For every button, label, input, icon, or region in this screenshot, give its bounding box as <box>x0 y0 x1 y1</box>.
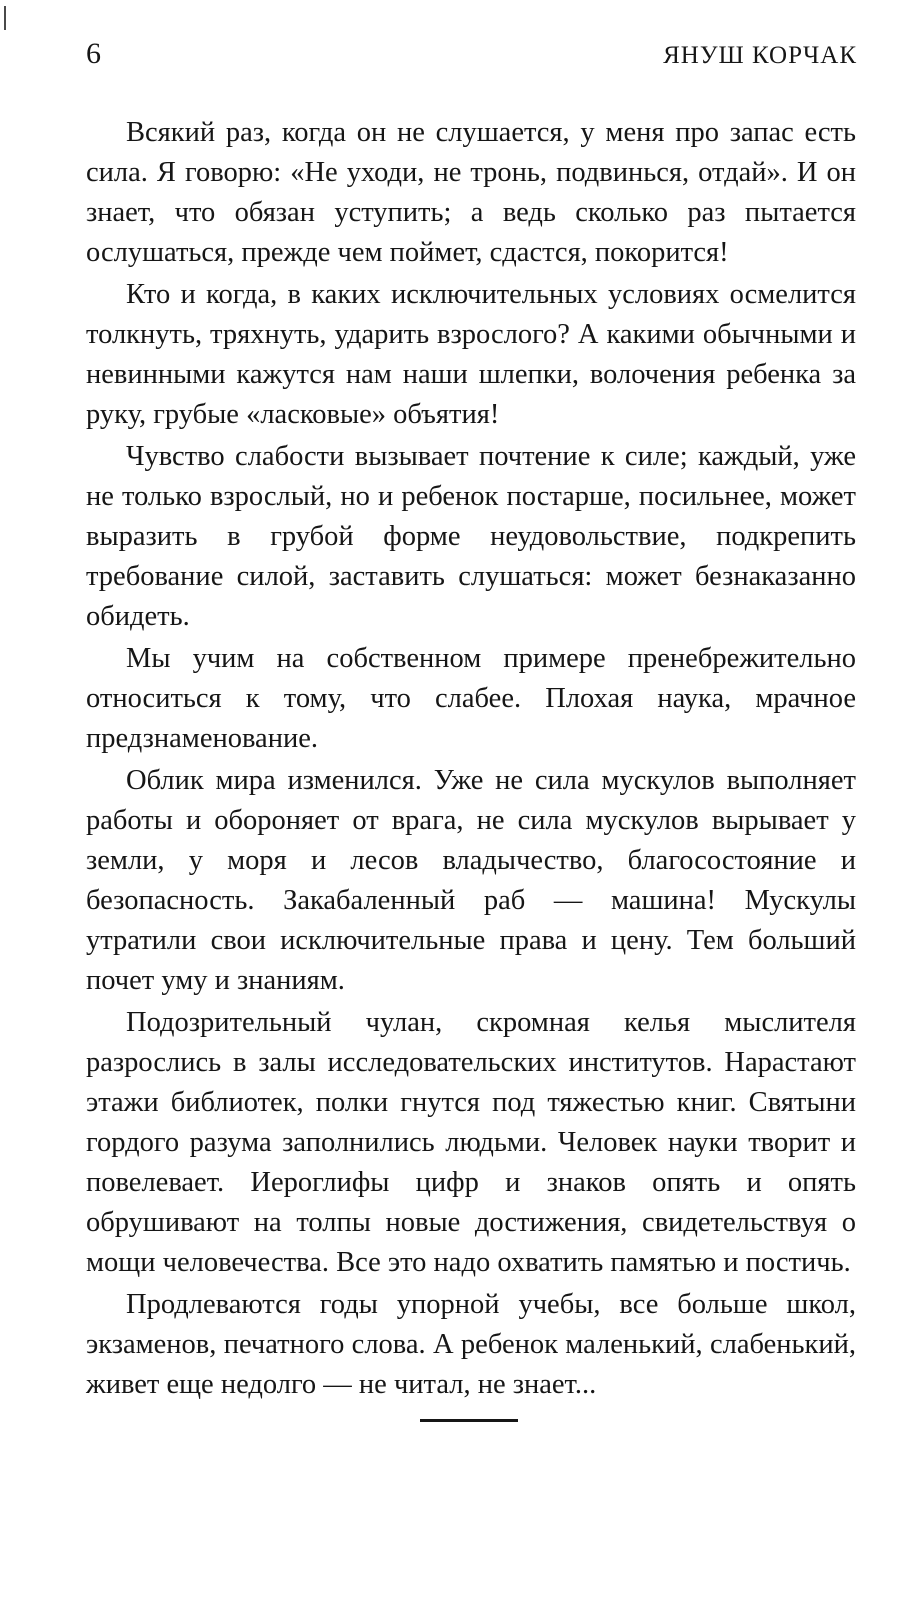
paragraph: Мы учим на собственном примере пренебрежительно относиться к тому, что слабее. Плохая наука, мрачное предзнаменование. <box>86 643 856 754</box>
running-head-author: ЯНУШ КОРЧАК <box>663 42 857 69</box>
page-number: 6 <box>86 37 101 70</box>
paragraph: Продлеваются годы упорной учебы, все больше школ, экзаменов, печатного слова. А ребенок маленький, слабенький, живет еще недолго — не читал, не знает... <box>86 1289 856 1400</box>
paragraph: Кто и когда, в каких исключительных условиях осмелится толкнуть, тряхнуть, ударить взрослого? А какими обычными и невинными кажутся нам наши шлепки, волочения ребенка за руку, грубые «ласковые» объятия! <box>86 279 856 430</box>
scan-edge-mark <box>4 6 6 30</box>
body-text <box>86 113 856 1405</box>
paragraph: Чувство слабости вызывает почтение к силе; каждый, уже не только взрослый, но и ребенок постарше, посильнее, может выразить в грубой форме неудовольствие, подкрепить требование силой, заставить слушаться: может безнаказанно обидеть. <box>86 441 856 632</box>
paragraph: Облик мира изменился. Уже не сила мускулов выполняет работы и обороняет от врага, не сила мускулов вырывает у земли, у моря и лесов владычество, благосостояние и безопасность. Закабаленный раб — машина! Мускулы утратили свои исключительные права и цену. Тем больший почет уму и знаниям. <box>86 765 856 996</box>
section-end-rule <box>420 1419 518 1422</box>
paragraph: Всякий раз, когда он не слушается, у меня про запас есть сила. Я говорю: «Не уходи, не тронь, подвинься, отдай». И он знает, что обязан уступить; а ведь сколько раз пытается ослушаться, прежде чем поймет, сдастся, покорится! <box>86 117 856 268</box>
paragraph: Подозрительный чулан, скромная келья мыслителя разрослись в залы исследовательских институтов. Нарастают этажи библиотек, полки гнутся под тяжестью книг. Святыни гордого разума заполнились людьми. Человек науки творит и повелевает. Иероглифы цифр и знаков опять и опять обрушивают на толпы новые достижения, свидетельствуя о мощи человечества. Все это надо охватить памятью и постичь. <box>86 1007 856 1278</box>
